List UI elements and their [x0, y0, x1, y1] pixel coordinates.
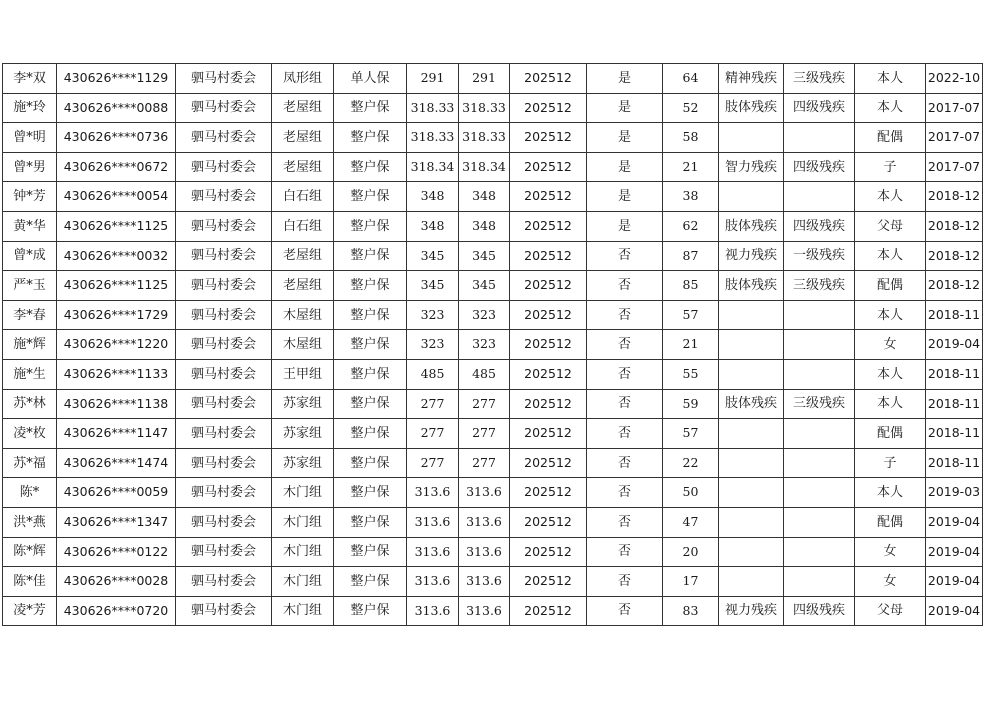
disability-type-cell — [719, 567, 784, 597]
age-cell: 21 — [663, 330, 719, 360]
table-row — [3, 537, 983, 567]
age-cell: 62 — [663, 211, 719, 241]
amount-cell-2: 313.6 — [459, 596, 510, 626]
period-cell: 202512 — [510, 241, 587, 271]
age-cell: 64 — [663, 64, 719, 94]
amount-cell-2: 323 — [459, 330, 510, 360]
id-number-cell: 430626****0672 — [57, 152, 176, 182]
amount-cell: 313.6 — [407, 567, 459, 597]
group-cell: 木门组 — [272, 537, 334, 567]
table-row — [3, 596, 983, 626]
period-cell: 202512 — [510, 567, 587, 597]
disability-level-cell: 三级残疾 — [784, 64, 855, 94]
village-committee-cell: 驷马村委会 — [176, 271, 272, 301]
amount-cell: 323 — [407, 330, 459, 360]
yes-no-cell: 否 — [587, 389, 663, 419]
name-cell: 李*春 — [3, 300, 57, 330]
id-number-cell: 430626****0736 — [57, 123, 176, 153]
id-number-cell: 430626****1138 — [57, 389, 176, 419]
age-cell: 57 — [663, 419, 719, 449]
disability-level-cell: 四级残疾 — [784, 93, 855, 123]
amount-cell-2: 485 — [459, 359, 510, 389]
date-cell: 2018-12 — [926, 182, 983, 212]
relation-cell: 本人 — [855, 93, 926, 123]
amount-cell: 318.34 — [407, 152, 459, 182]
group-cell: 木门组 — [272, 507, 334, 537]
yes-no-cell: 否 — [587, 271, 663, 301]
village-committee-cell: 驷马村委会 — [176, 182, 272, 212]
village-committee-cell: 驷马村委会 — [176, 419, 272, 449]
yes-no-cell: 否 — [587, 537, 663, 567]
guarantee-type-cell: 整户保 — [334, 567, 407, 597]
amount-cell-2: 345 — [459, 271, 510, 301]
group-cell: 白石组 — [272, 211, 334, 241]
name-cell: 凌*枚 — [3, 419, 57, 449]
records-table-container — [2, 63, 983, 626]
name-cell: 苏*福 — [3, 448, 57, 478]
disability-type-cell — [719, 123, 784, 153]
date-cell: 2017-07 — [926, 152, 983, 182]
guarantee-type-cell: 整户保 — [334, 152, 407, 182]
date-cell: 2018-11 — [926, 419, 983, 449]
disability-level-cell — [784, 123, 855, 153]
age-cell: 47 — [663, 507, 719, 537]
id-number-cell: 430626****0122 — [57, 537, 176, 567]
relation-cell: 女 — [855, 537, 926, 567]
period-cell: 202512 — [510, 419, 587, 449]
disability-level-cell: 一级残疾 — [784, 241, 855, 271]
relation-cell: 女 — [855, 330, 926, 360]
date-cell: 2019-04 — [926, 330, 983, 360]
period-cell: 202512 — [510, 389, 587, 419]
name-cell: 施*辉 — [3, 330, 57, 360]
disability-type-cell — [719, 478, 784, 508]
disability-level-cell — [784, 330, 855, 360]
period-cell: 202512 — [510, 64, 587, 94]
table-row — [3, 359, 983, 389]
amount-cell: 348 — [407, 211, 459, 241]
relation-cell: 配偶 — [855, 123, 926, 153]
relation-cell: 本人 — [855, 64, 926, 94]
yes-no-cell: 否 — [587, 419, 663, 449]
age-cell: 17 — [663, 567, 719, 597]
relation-cell: 子 — [855, 448, 926, 478]
id-number-cell: 430626****0032 — [57, 241, 176, 271]
disability-level-cell — [784, 182, 855, 212]
amount-cell: 313.6 — [407, 596, 459, 626]
amount-cell-2: 313.6 — [459, 507, 510, 537]
name-cell: 凌*芳 — [3, 596, 57, 626]
village-committee-cell: 驷马村委会 — [176, 478, 272, 508]
name-cell: 施*玲 — [3, 93, 57, 123]
yes-no-cell: 是 — [587, 211, 663, 241]
date-cell: 2019-03 — [926, 478, 983, 508]
guarantee-type-cell: 整户保 — [334, 596, 407, 626]
disability-type-cell — [719, 537, 784, 567]
disability-level-cell: 三级残疾 — [784, 389, 855, 419]
yes-no-cell: 否 — [587, 448, 663, 478]
village-committee-cell: 驷马村委会 — [176, 596, 272, 626]
group-cell: 白石组 — [272, 182, 334, 212]
date-cell: 2022-10 — [926, 64, 983, 94]
amount-cell-2: 313.6 — [459, 567, 510, 597]
disability-level-cell — [784, 478, 855, 508]
village-committee-cell: 驷马村委会 — [176, 448, 272, 478]
table-row — [3, 271, 983, 301]
id-number-cell: 430626****1729 — [57, 300, 176, 330]
disability-level-cell — [784, 537, 855, 567]
amount-cell-2: 313.6 — [459, 537, 510, 567]
age-cell: 50 — [663, 478, 719, 508]
age-cell: 57 — [663, 300, 719, 330]
yes-no-cell: 否 — [587, 478, 663, 508]
amount-cell: 277 — [407, 448, 459, 478]
period-cell: 202512 — [510, 507, 587, 537]
group-cell: 老屋组 — [272, 152, 334, 182]
period-cell: 202512 — [510, 211, 587, 241]
disability-type-cell — [719, 448, 784, 478]
group-cell: 苏家组 — [272, 389, 334, 419]
date-cell: 2018-12 — [926, 211, 983, 241]
name-cell: 严*玉 — [3, 271, 57, 301]
disability-level-cell: 四级残疾 — [784, 211, 855, 241]
age-cell: 20 — [663, 537, 719, 567]
amount-cell: 318.33 — [407, 123, 459, 153]
age-cell: 38 — [663, 182, 719, 212]
id-number-cell: 430626****1125 — [57, 211, 176, 241]
disability-type-cell — [719, 419, 784, 449]
table-row — [3, 93, 983, 123]
id-number-cell: 430626****1474 — [57, 448, 176, 478]
name-cell: 陈* — [3, 478, 57, 508]
period-cell: 202512 — [510, 330, 587, 360]
name-cell: 曾*成 — [3, 241, 57, 271]
guarantee-type-cell: 整户保 — [334, 507, 407, 537]
village-committee-cell: 驷马村委会 — [176, 152, 272, 182]
disability-type-cell — [719, 300, 784, 330]
group-cell: 木门组 — [272, 478, 334, 508]
name-cell: 曾*男 — [3, 152, 57, 182]
disability-type-cell — [719, 359, 784, 389]
disability-level-cell — [784, 567, 855, 597]
amount-cell-2: 318.33 — [459, 93, 510, 123]
date-cell: 2018-11 — [926, 359, 983, 389]
guarantee-type-cell: 整户保 — [334, 93, 407, 123]
guarantee-type-cell: 整户保 — [334, 211, 407, 241]
guarantee-type-cell: 整户保 — [334, 300, 407, 330]
age-cell: 21 — [663, 152, 719, 182]
date-cell: 2018-11 — [926, 300, 983, 330]
group-cell: 苏家组 — [272, 419, 334, 449]
id-number-cell: 430626****1147 — [57, 419, 176, 449]
group-cell: 苏家组 — [272, 448, 334, 478]
yes-no-cell: 是 — [587, 64, 663, 94]
village-committee-cell: 驷马村委会 — [176, 241, 272, 271]
disability-type-cell — [719, 507, 784, 537]
yes-no-cell: 否 — [587, 300, 663, 330]
id-number-cell: 430626****1125 — [57, 271, 176, 301]
period-cell: 202512 — [510, 359, 587, 389]
date-cell: 2018-11 — [926, 448, 983, 478]
village-committee-cell: 驷马村委会 — [176, 123, 272, 153]
date-cell: 2017-07 — [926, 93, 983, 123]
disability-type-cell: 肢体残疾 — [719, 389, 784, 419]
period-cell: 202512 — [510, 271, 587, 301]
period-cell: 202512 — [510, 123, 587, 153]
id-number-cell: 430626****1129 — [57, 64, 176, 94]
name-cell: 施*生 — [3, 359, 57, 389]
group-cell: 老屋组 — [272, 241, 334, 271]
yes-no-cell: 是 — [587, 182, 663, 212]
name-cell: 苏*林 — [3, 389, 57, 419]
date-cell: 2019-04 — [926, 537, 983, 567]
period-cell: 202512 — [510, 182, 587, 212]
table-row — [3, 330, 983, 360]
relation-cell: 本人 — [855, 478, 926, 508]
guarantee-type-cell: 整户保 — [334, 359, 407, 389]
disability-level-cell — [784, 419, 855, 449]
yes-no-cell: 否 — [587, 596, 663, 626]
group-cell: 木屋组 — [272, 330, 334, 360]
id-number-cell: 430626****1347 — [57, 507, 176, 537]
guarantee-type-cell: 整户保 — [334, 182, 407, 212]
table-row — [3, 507, 983, 537]
relation-cell: 配偶 — [855, 507, 926, 537]
village-committee-cell: 驷马村委会 — [176, 567, 272, 597]
table-row — [3, 182, 983, 212]
relation-cell: 父母 — [855, 211, 926, 241]
id-number-cell: 430626****1220 — [57, 330, 176, 360]
age-cell: 58 — [663, 123, 719, 153]
age-cell: 55 — [663, 359, 719, 389]
village-committee-cell: 驷马村委会 — [176, 64, 272, 94]
age-cell: 22 — [663, 448, 719, 478]
amount-cell: 348 — [407, 182, 459, 212]
relation-cell: 本人 — [855, 182, 926, 212]
relation-cell: 子 — [855, 152, 926, 182]
disability-type-cell: 视力残疾 — [719, 596, 784, 626]
group-cell: 木门组 — [272, 567, 334, 597]
guarantee-type-cell: 整户保 — [334, 448, 407, 478]
guarantee-type-cell: 整户保 — [334, 389, 407, 419]
disability-type-cell: 肢体残疾 — [719, 211, 784, 241]
name-cell: 陈*佳 — [3, 567, 57, 597]
age-cell: 83 — [663, 596, 719, 626]
relation-cell: 本人 — [855, 300, 926, 330]
amount-cell: 485 — [407, 359, 459, 389]
disability-type-cell: 肢体残疾 — [719, 271, 784, 301]
group-cell: 老屋组 — [272, 123, 334, 153]
period-cell: 202512 — [510, 448, 587, 478]
name-cell: 曾*明 — [3, 123, 57, 153]
table-row — [3, 478, 983, 508]
yes-no-cell: 是 — [587, 152, 663, 182]
relation-cell: 父母 — [855, 596, 926, 626]
amount-cell: 323 — [407, 300, 459, 330]
amount-cell-2: 318.33 — [459, 123, 510, 153]
relation-cell: 女 — [855, 567, 926, 597]
village-committee-cell: 驷马村委会 — [176, 537, 272, 567]
village-committee-cell: 驷马村委会 — [176, 389, 272, 419]
date-cell: 2018-12 — [926, 241, 983, 271]
period-cell: 202512 — [510, 596, 587, 626]
table-row — [3, 448, 983, 478]
amount-cell-2: 313.6 — [459, 478, 510, 508]
yes-no-cell: 否 — [587, 507, 663, 537]
table-row — [3, 241, 983, 271]
disability-level-cell — [784, 507, 855, 537]
guarantee-type-cell: 整户保 — [334, 330, 407, 360]
relation-cell: 本人 — [855, 241, 926, 271]
disability-level-cell: 四级残疾 — [784, 152, 855, 182]
guarantee-type-cell: 整户保 — [334, 419, 407, 449]
age-cell: 85 — [663, 271, 719, 301]
relation-cell: 本人 — [855, 389, 926, 419]
disability-type-cell: 智力残疾 — [719, 152, 784, 182]
yes-no-cell: 否 — [587, 359, 663, 389]
id-number-cell: 430626****1133 — [57, 359, 176, 389]
amount-cell-2: 348 — [459, 211, 510, 241]
guarantee-type-cell: 整户保 — [334, 241, 407, 271]
name-cell: 黄*华 — [3, 211, 57, 241]
period-cell: 202512 — [510, 93, 587, 123]
name-cell: 陈*辉 — [3, 537, 57, 567]
name-cell: 李*双 — [3, 64, 57, 94]
disability-level-cell: 三级残疾 — [784, 271, 855, 301]
guarantee-type-cell: 整户保 — [334, 537, 407, 567]
amount-cell-2: 291 — [459, 64, 510, 94]
table-row — [3, 64, 983, 94]
amount-cell: 313.6 — [407, 537, 459, 567]
amount-cell-2: 318.34 — [459, 152, 510, 182]
records-table — [2, 63, 983, 626]
village-committee-cell: 驷马村委会 — [176, 507, 272, 537]
disability-type-cell: 肢体残疾 — [719, 93, 784, 123]
disability-type-cell — [719, 182, 784, 212]
amount-cell-2: 323 — [459, 300, 510, 330]
group-cell: 木门组 — [272, 596, 334, 626]
period-cell: 202512 — [510, 478, 587, 508]
table-body — [3, 64, 983, 626]
guarantee-type-cell: 整户保 — [334, 478, 407, 508]
date-cell: 2019-04 — [926, 567, 983, 597]
village-committee-cell: 驷马村委会 — [176, 211, 272, 241]
table-row — [3, 419, 983, 449]
id-number-cell: 430626****0059 — [57, 478, 176, 508]
disability-level-cell — [784, 359, 855, 389]
amount-cell: 345 — [407, 241, 459, 271]
group-cell: 王甲组 — [272, 359, 334, 389]
amount-cell: 345 — [407, 271, 459, 301]
amount-cell: 318.33 — [407, 93, 459, 123]
disability-type-cell: 视力残疾 — [719, 241, 784, 271]
group-cell: 凤形组 — [272, 64, 334, 94]
date-cell: 2019-04 — [926, 507, 983, 537]
name-cell: 钟*芳 — [3, 182, 57, 212]
yes-no-cell: 否 — [587, 567, 663, 597]
period-cell: 202512 — [510, 300, 587, 330]
amount-cell: 313.6 — [407, 478, 459, 508]
disability-level-cell: 四级残疾 — [784, 596, 855, 626]
date-cell: 2017-07 — [926, 123, 983, 153]
table-row — [3, 123, 983, 153]
yes-no-cell: 否 — [587, 330, 663, 360]
table-row — [3, 300, 983, 330]
amount-cell-2: 277 — [459, 448, 510, 478]
table-row — [3, 389, 983, 419]
disability-level-cell — [784, 448, 855, 478]
table-row — [3, 211, 983, 241]
id-number-cell: 430626****0028 — [57, 567, 176, 597]
age-cell: 59 — [663, 389, 719, 419]
group-cell: 木屋组 — [272, 300, 334, 330]
group-cell: 老屋组 — [272, 271, 334, 301]
yes-no-cell: 是 — [587, 93, 663, 123]
amount-cell: 277 — [407, 419, 459, 449]
village-committee-cell: 驷马村委会 — [176, 93, 272, 123]
amount-cell-2: 277 — [459, 419, 510, 449]
village-committee-cell: 驷马村委会 — [176, 300, 272, 330]
id-number-cell: 430626****0054 — [57, 182, 176, 212]
amount-cell-2: 345 — [459, 241, 510, 271]
guarantee-type-cell: 整户保 — [334, 271, 407, 301]
guarantee-type-cell: 整户保 — [334, 123, 407, 153]
date-cell: 2018-12 — [926, 271, 983, 301]
disability-type-cell — [719, 330, 784, 360]
date-cell: 2019-04 — [926, 596, 983, 626]
guarantee-type-cell: 单人保 — [334, 64, 407, 94]
amount-cell: 313.6 — [407, 507, 459, 537]
disability-level-cell — [784, 300, 855, 330]
village-committee-cell: 驷马村委会 — [176, 359, 272, 389]
period-cell: 202512 — [510, 537, 587, 567]
id-number-cell: 430626****0088 — [57, 93, 176, 123]
yes-no-cell: 否 — [587, 241, 663, 271]
name-cell: 洪*燕 — [3, 507, 57, 537]
village-committee-cell: 驷马村委会 — [176, 330, 272, 360]
relation-cell: 配偶 — [855, 419, 926, 449]
id-number-cell: 430626****0720 — [57, 596, 176, 626]
amount-cell: 277 — [407, 389, 459, 419]
date-cell: 2018-11 — [926, 389, 983, 419]
age-cell: 52 — [663, 93, 719, 123]
disability-type-cell: 精神残疾 — [719, 64, 784, 94]
group-cell: 老屋组 — [272, 93, 334, 123]
amount-cell-2: 348 — [459, 182, 510, 212]
relation-cell: 本人 — [855, 359, 926, 389]
relation-cell: 配偶 — [855, 271, 926, 301]
yes-no-cell: 是 — [587, 123, 663, 153]
amount-cell-2: 277 — [459, 389, 510, 419]
table-row — [3, 567, 983, 597]
period-cell: 202512 — [510, 152, 587, 182]
table-row — [3, 152, 983, 182]
amount-cell: 291 — [407, 64, 459, 94]
age-cell: 87 — [663, 241, 719, 271]
